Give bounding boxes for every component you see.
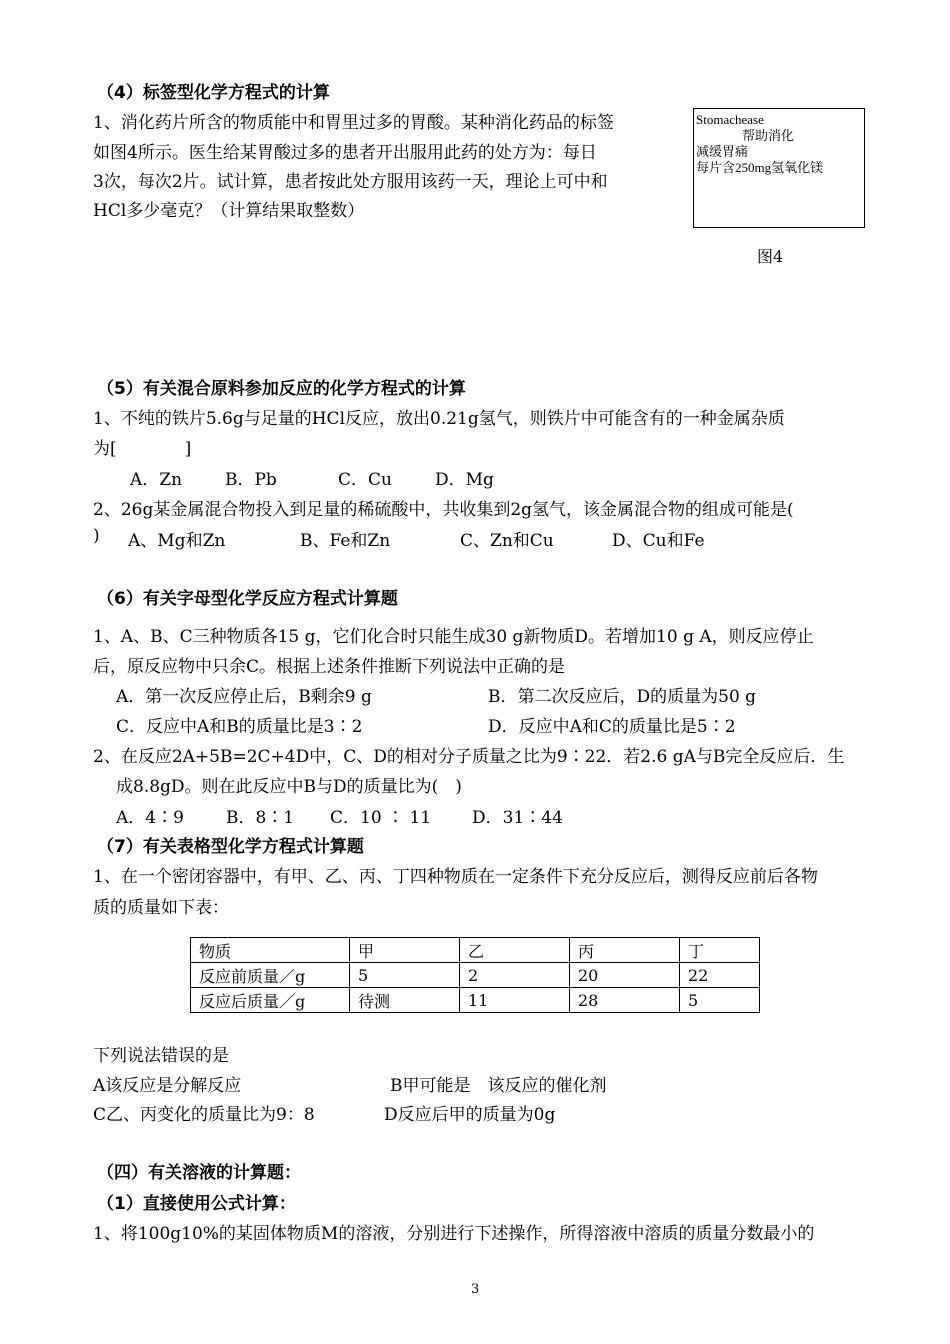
table-cell: 20 [570, 963, 680, 988]
label-line1: 帮助消化 [742, 128, 795, 143]
table-cell: 11 [460, 988, 570, 1013]
table-cell: 22 [680, 963, 760, 988]
section5-q2-option-a: A、Mg和Zn [128, 531, 226, 551]
section6-heading: （6）有关字母型化学反应方程式计算题 [97, 589, 398, 609]
section5-q2-option-d: D、Cu和Fe [612, 531, 705, 551]
label-line2: 减缓胃痛 [696, 144, 749, 159]
table-header-cell: 乙 [460, 938, 570, 963]
section5-q2-paren: ) [93, 526, 100, 546]
section5-q2-option-b: B、Fe和Zn [300, 531, 391, 551]
section5-q1-option-b: B．Pb [225, 470, 277, 490]
section6-q2-option-d: D．31∶44 [472, 808, 563, 828]
section6-q2-option-a: A．4∶9 [116, 808, 184, 828]
section4-q1-line3: 3次，每次2片。试计算，患者按此处方服用该药一天，理论上可中和 [93, 172, 608, 192]
section5-q1-option-d: D．Mg [435, 470, 494, 490]
section5-q1-line2: 为[ ] [93, 439, 192, 459]
part4-q1-line1: 1、将100g10%的某固体物质M的溶液，分别进行下述操作，所得溶液中溶质的质量分数最小的 [93, 1224, 815, 1244]
section6-q2-line1: 2、在反应2A+5B=2C+4D中，C、D的相对分子质量之比为9∶22．若2.6 gA与B完全反应后．生 [93, 747, 845, 767]
medicine-label-figure [693, 108, 865, 228]
section6-q1-line1: 1、A、B、C三种物质各15 g，它们化合时只能生成30 g新物质D。若增加10 g A，则反应停止 [93, 627, 814, 647]
section6-q1-option-b: B．第二次反应后，D的质量为50 g [488, 687, 757, 707]
table-cell: 5 [350, 963, 460, 988]
section6-q2-line2: 成8.8gD。则在此反应中B与D的质量比为( ) [116, 777, 462, 797]
section4-q1-line4: HCl多少毫克？（计算结果取整数） [93, 201, 365, 221]
table-row [191, 963, 760, 988]
section4-q1-line1: 1、消化药片所含的物质能中和胃里过多的胃酸。某种消化药品的标签 [93, 113, 614, 133]
section5-q1-option-a: A．Zn [130, 470, 183, 490]
section5-q1-line1: 1、不纯的铁片5.6g与足量的HCl反应，放出0.21g氢气，则铁片中可能含有的一种金属杂质 [93, 409, 785, 429]
section6-q2-option-b: B．8∶1 [226, 808, 295, 828]
table-header-row [191, 938, 760, 963]
section7-heading: （7）有关表格型化学方程式计算题 [97, 837, 364, 857]
table-cell: 待测 [350, 988, 460, 1013]
table-cell: 28 [570, 988, 680, 1013]
label-brand: Stomachease [696, 112, 764, 127]
part4-heading: （四）有关溶液的计算题： [97, 1163, 301, 1183]
table-header-cell: 甲 [350, 938, 460, 963]
mass-table [190, 937, 760, 1013]
table-header-cell: 丙 [570, 938, 680, 963]
section4-q1-line2: 如图4所示。医生给某胃酸过多的患者开出服用此药的处方为：每日 [93, 143, 597, 163]
table-row [191, 988, 760, 1013]
section6-q1-line2: 后，原反应物中只余C。根据上述条件推断下列说法中正确的是 [93, 657, 566, 677]
section7-prompt: 下列说法错误的是 [93, 1046, 229, 1066]
table-header-cell: 物质 [191, 938, 350, 963]
section7-option-b: B甲可能是 该反应的催化剂 [390, 1076, 607, 1096]
section6-q1-option-d: D．反应中A和C的质量比是5∶2 [488, 717, 736, 737]
section6-q2-option-c: C．10 ∶ 11 [330, 808, 432, 828]
section7-option-c: C乙、丙变化的质量比为9：8 [93, 1105, 315, 1125]
section7-option-a: A该反应是分解反应 [93, 1076, 242, 1096]
figure-caption: 图4 [757, 247, 784, 266]
section6-q1-option-a: A．第一次反应停止后，B剩余9 g [116, 687, 372, 707]
table-cell: 反应前质量／g [191, 963, 350, 988]
section4-heading: （4）标签型化学方程式的计算 [97, 83, 330, 103]
section7-q1-line2: 质的质量如下表： [93, 898, 229, 918]
table-header-cell: 丁 [680, 938, 760, 963]
section5-q1-option-c: C．Cu [338, 470, 392, 490]
section5-heading: （5）有关混合原料参加反应的化学方程式的计算 [97, 379, 466, 399]
table-cell: 反应后质量／g [191, 988, 350, 1013]
part4-subheading: （1）直接使用公式计算： [97, 1194, 296, 1214]
table-cell: 5 [680, 988, 760, 1013]
section5-q2-line1: 2、26g某金属混合物投入到足量的稀硫酸中，共收集到2g氢气，该金属混合物的组成可能是( [93, 500, 794, 520]
section7-q1-line1: 1、在一个密闭容器中，有甲、乙、丙、丁四种物质在一定条件下充分反应后，测得反应前后各物 [93, 867, 818, 887]
page-number: 3 [471, 1282, 480, 1297]
table-cell: 2 [460, 963, 570, 988]
section5-q2-option-c: C、Zn和Cu [460, 531, 554, 551]
section6-q1-option-c: C．反应中A和B的质量比是3∶2 [116, 717, 363, 737]
label-line3: 每片含250mg氢氧化镁 [696, 160, 824, 175]
section7-option-d: D反应后甲的质量为0g [384, 1105, 556, 1125]
